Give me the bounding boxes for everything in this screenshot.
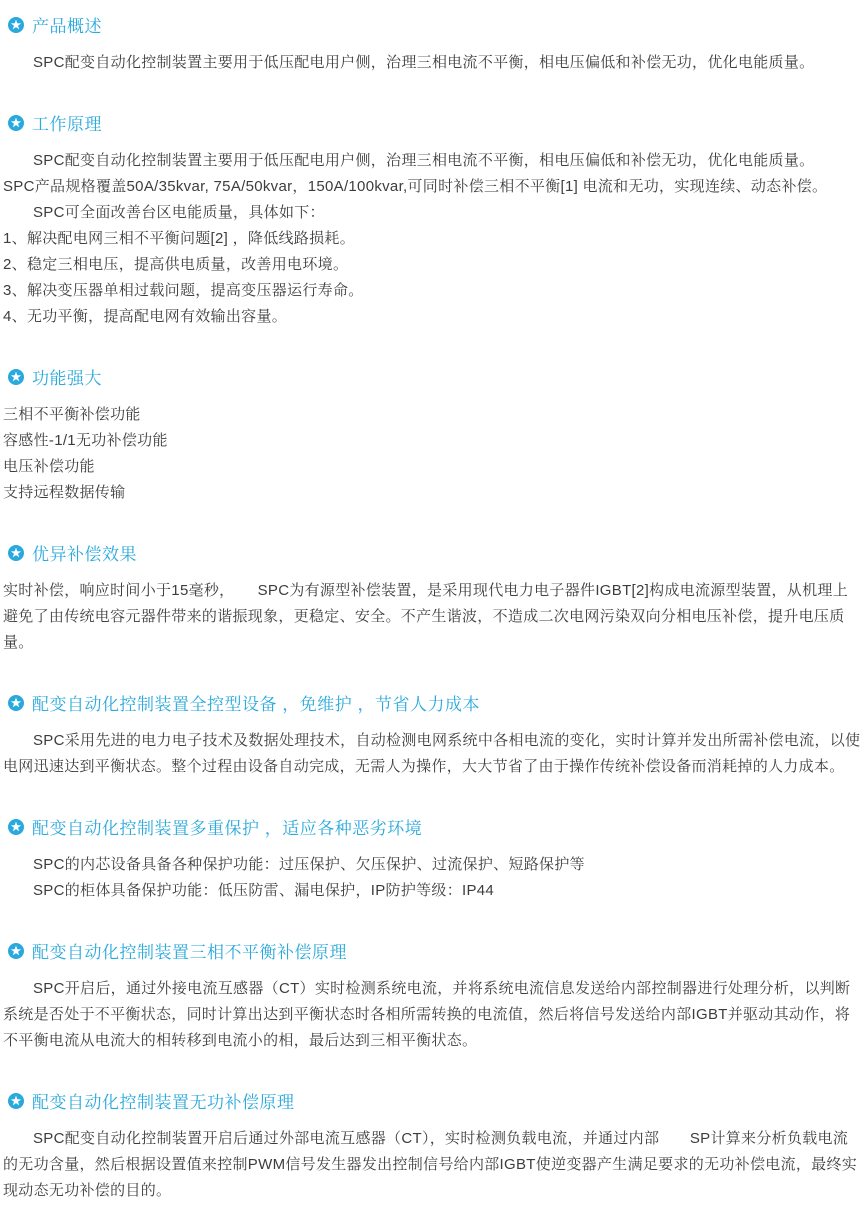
star-circle-icon: [8, 115, 24, 131]
section-compensation-effect: [3, 540, 862, 656]
section-working-principle: [3, 110, 862, 330]
section-multiple-protection: [3, 814, 862, 904]
paragraph: SPC的柜体具备保护功能：低压防雷、漏电保护，IP防护等级：IP44: [33, 882, 495, 899]
section-product-overview: [3, 12, 862, 76]
list-item: 电压补偿功能: [3, 458, 95, 475]
paragraph: SPC配变自动化控制装置主要用于低压配电用户侧，治理三相电流不平衡，相电压偏低和补偿无功，优化电能质量。 SPC产品规格覆盖50A/35kvar, 75A/50kvar，150A/100kvar,可同时补偿三相不平衡[1] 电流和无功，实现连续、动态补偿。: [3, 152, 838, 195]
section-heading: [8, 364, 862, 389]
section-reactive-compensation-principle: [3, 1088, 862, 1204]
section-heading: [8, 690, 862, 715]
paragraph: 实时补偿，响应时间小于15毫秒， SPC为有源型补偿装置，是采用现代电力电子器件IGBT[2]构成电流源型装置，从机理上避免了由传统电容元器件带来的谐振现象，更稳定、安全。不产生谐波，不造成二次电网污染双向分相电压补偿，提升电压质量。: [3, 582, 849, 651]
star-circle-icon: [8, 943, 24, 959]
paragraph: SPC可全面改善台区电能质量，具体如下：: [33, 204, 325, 221]
star-circle-icon: [8, 17, 24, 33]
section-heading-text: 配变自动化控制装置多重保护 ，适应各种恶劣环境: [32, 819, 423, 838]
list-item: 三相不平衡补偿功能: [3, 406, 141, 423]
list-item: 支持远程数据传输: [3, 484, 126, 501]
section-powerful-functions: [3, 364, 862, 506]
star-circle-icon: [8, 545, 24, 561]
paragraph: SPC开启后，通过外接电流互感器（CT）实时检测系统电流，并将系统电流信息发送给内部控制器进行处理分析，以判断系统是否处于不平衡状态，同时计算出达到平衡状态时各相所需转换的电流值，然后将信号发送给内部IGBT并驱动其动作，将不平衡电流从电流大的相转移到电流小的相，最后达到三相平衡状态。: [3, 980, 851, 1049]
section-unbalance-compensation-principle: [3, 938, 862, 1054]
section-heading-text: 配变自动化控制装置全控型设备 ，免维护 ，节省人力成本: [32, 695, 480, 714]
section-full-control-device: [3, 690, 862, 780]
section-heading: [8, 814, 862, 839]
list-item: 2、稳定三相电压，提高供电质量，改善用电环境。: [3, 256, 349, 273]
list-item: 1、解决配电网三相不平衡问题[2] ，降低线路损耗。: [3, 230, 355, 247]
star-circle-icon: [8, 695, 24, 711]
list-item: 4、无功平衡，提高配电网有效输出容量。: [3, 308, 288, 325]
section-heading: [8, 110, 862, 135]
section-heading-text: 功能强大: [32, 369, 102, 388]
section-heading: [8, 1088, 862, 1113]
paragraph: SPC的内芯设备具备各种保护功能：过压保护、欠压保护、过流保护、短路保护等: [33, 856, 585, 873]
star-circle-icon: [8, 819, 24, 835]
list-item: 3、解决变压器单相过载问题，提高变压器运行寿命。: [3, 282, 364, 299]
section-heading-text: 配变自动化控制装置三相不平衡补偿原理: [32, 943, 347, 962]
section-heading-text: 产品概述: [32, 17, 102, 36]
paragraph: SPC配变自动化控制装置开启后通过外部电流互感器（CT），实时检测负载电流，并通过内部 SP计算来分析负载电流的无功含量，然后根据设置值来控制PWM信号发生器发出控制信号给内部IGBT使逆变器产生满足要求的无功补偿电流，最终实现动态无功补偿的目的。: [3, 1130, 858, 1199]
section-heading-text: 配变自动化控制装置无功补偿原理: [32, 1093, 295, 1112]
paragraph: SPC采用先进的电力电子技术及数据处理技术，自动检测电网系统中各相电流的变化，实时计算并发出所需补偿电流，以使电网迅速达到平衡状态。整个过程由设备自动完成，无需人为操作，大大节省了由于操作传统补偿设备而消耗掉的人力成本。: [3, 732, 861, 775]
section-heading: [8, 938, 862, 963]
section-heading: [8, 12, 862, 37]
section-heading-text: 工作原理: [32, 115, 102, 134]
section-heading: [8, 540, 862, 565]
section-heading-text: 优异补偿效果: [32, 545, 137, 564]
paragraph: SPC配变自动化控制装置主要用于低压配电用户侧，治理三相电流不平衡，相电压偏低和补偿无功，优化电能质量。: [33, 54, 815, 71]
star-circle-icon: [8, 369, 24, 385]
list-item: 容感性-1/1无功补偿功能: [3, 432, 168, 449]
star-circle-icon: [8, 1093, 24, 1109]
